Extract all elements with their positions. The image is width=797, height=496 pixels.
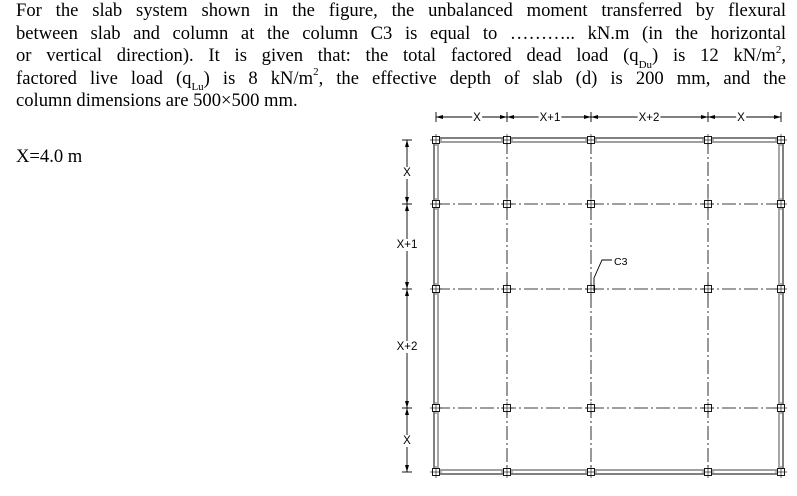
dimension-arrow [405,465,409,472]
column-strip-lines [436,140,781,472]
top-span-label-3: X+2 [638,112,660,124]
dimension-arrow [405,197,409,204]
problem-line-2: between slab and column at the column C3 is equal to ……….. kN.m (in the horizontal [16,22,786,44]
dimension-arrow [405,282,409,289]
dimension-arrow [405,140,409,147]
top-span-label-1: X [473,112,481,124]
dimension-arrow [405,408,409,415]
left-span-label-4: X [403,435,411,447]
dimension-arrow [701,115,708,119]
left-span-label-2: X+1 [396,239,418,251]
problem-line-3: or vertical direction). It is given that: the total factored dead load $(q_{Du})$ is 12 $kN/m^2$, [16,43,786,71]
problem-line-1: For the slab system shown in the figure, the unbalanced moment transferred by flexural [16,0,786,21]
dimension-arrow [774,115,781,119]
dimension-arrow [405,289,409,296]
dimension-arrow [591,115,598,119]
top-span-label-4: X [737,112,745,124]
problem-line-5: column dimensions are 500×500 mm. [16,90,298,111]
dimension-arrow [436,115,443,119]
left-span-label-1: X [403,167,411,179]
dimension-arrow [584,115,591,119]
dimension-arrow [405,204,409,211]
slab-grid-lines [434,138,783,474]
dimension-arrow [500,115,507,119]
top-span-label-2: X+1 [539,112,561,124]
column-c3-label: C3 [614,256,628,268]
dimension-arrow [708,115,715,119]
problem-line-4: factored live load $(q_{Lu})$ is 8 $kN/m^2$, the effective depth of slab (d) is 200 mm, and the [16,66,786,94]
c3-leader-line [594,260,612,291]
dimension-arrow [507,115,514,119]
column-markers [430,134,787,478]
dimension-arrow [405,401,409,408]
left-span-label-3: X+2 [396,341,418,353]
given-span-value: X=4.0 m [16,146,83,167]
